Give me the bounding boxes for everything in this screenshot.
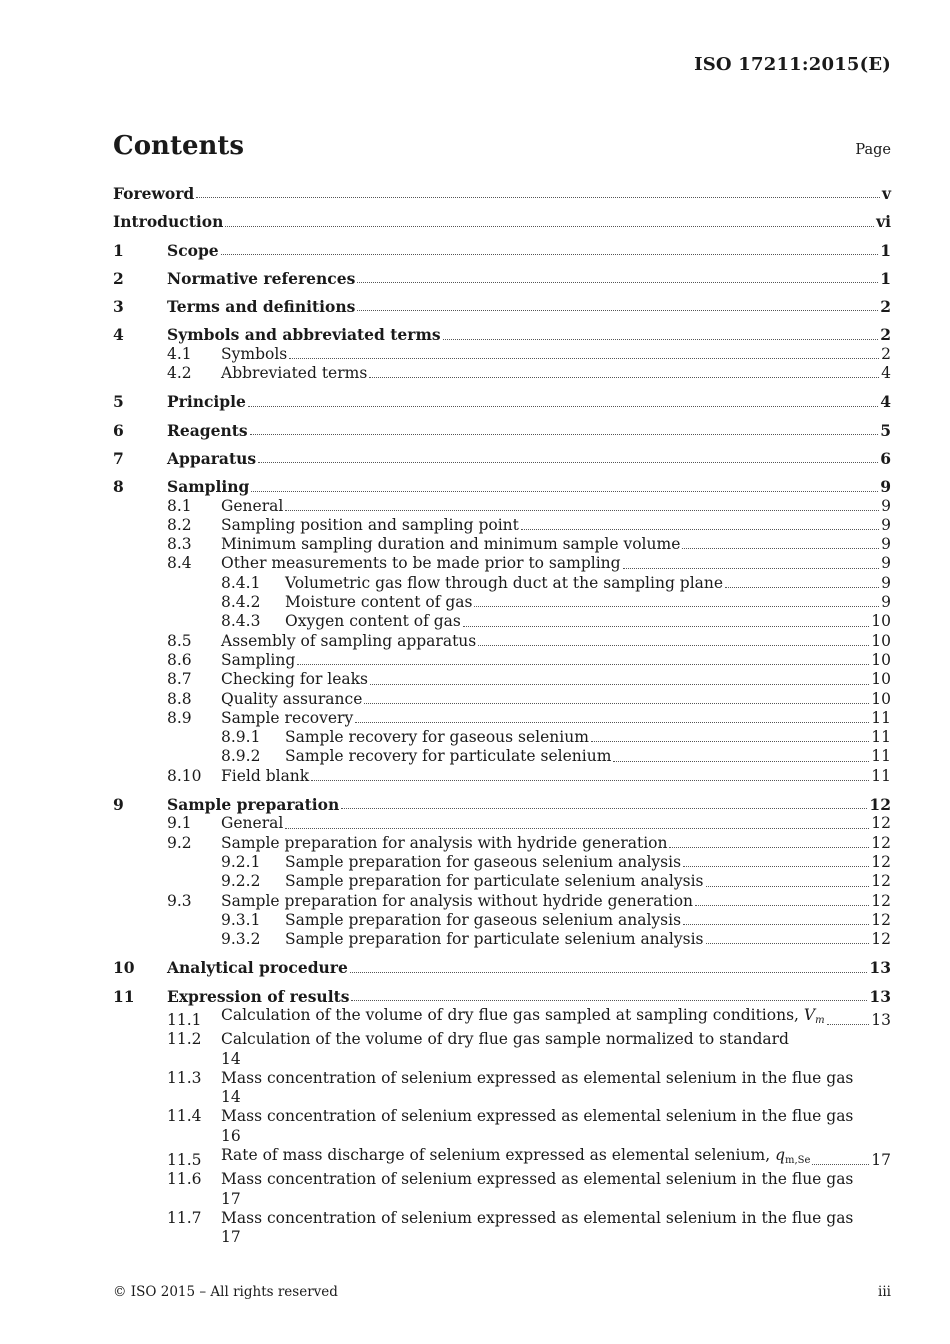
toc-entry-title-text: Other measurements to be made prior to sampling [221,554,621,573]
toc-entry-title-text: Sample preparation for analysis with hydride generation [221,833,668,852]
toc-entry[interactable] [113,892,891,911]
toc-entry-title [167,269,880,288]
toc-entry-title-text: Calculation of the volume of dry flue gas sampled at sampling conditions, $V_m$ [221,1005,825,1026]
toc-page-number: 2 [880,325,891,345]
dot-leader [827,1024,870,1025]
toc-entry-number: 11.1 [167,1010,202,1029]
toc-entry-number: 8.7 [167,670,192,689]
toc-entry-title-text: General [221,814,284,833]
toc-entry-title-text: Minimum sampling duration and minimum sample volume [221,535,681,554]
toc-entry-title-text: Scope [167,240,219,260]
copyright-notice: © ISO 2015 – All rights reserved [113,1284,338,1300]
dot-leader [369,377,879,378]
toc-entry-label: Foreword [113,184,195,203]
toc-entry-title [221,670,871,689]
toc-page-number: 1 [880,268,891,288]
toc-entry[interactable] [113,212,891,231]
toc-entry[interactable] [113,709,891,728]
toc-page-number: 10 [871,689,891,708]
toc-entry-title-text: Moisture content of gas [285,593,473,612]
toc-page-number: 2 [880,297,891,317]
toc-entry-title [221,1209,891,1228]
toc-entry-title-text: Sample recovery [221,708,354,727]
dot-leader [695,905,869,906]
toc-page-number: v [881,184,891,203]
dot-leader [341,808,867,809]
toc-entry-number: 8 [113,477,124,497]
toc-entry-number: 11.5 [167,1151,202,1170]
toc-entry-number: 9.2.1 [221,852,261,871]
toc-entry-title [285,574,881,593]
toc-entry-title [221,767,871,786]
toc-entry[interactable] [113,612,891,631]
toc-entry-title [113,184,882,203]
toc-entry-number: 10 [113,958,135,978]
toc-page-number: 2 [881,344,891,363]
toc-entry-title [167,421,880,440]
toc-entry-title [221,345,881,364]
toc-entry-title [285,612,871,631]
toc-page-number: 14 [221,1088,241,1107]
toc-entry-title-text: Mass concentration of selenium expressed as elemental selenium in the flue gas [221,1107,854,1126]
toc-page-number: 16 [221,1126,241,1145]
toc-entry-title [221,632,871,651]
dot-leader [706,943,870,944]
toc-entry[interactable] [113,1170,891,1189]
toc-entry-title-text: Reagents [167,420,248,440]
toc-entry-title-text: Mass concentration of selenium expressed as elemental selenium in the flue gas [221,1208,854,1227]
toc-entry-title [285,853,871,872]
toc-entry-title [167,297,880,316]
toc-page-number: 12 [871,872,891,891]
math-subscript: m [815,1014,825,1026]
toc-entry-title-text: Sample preparation for analysis without hydride generation [221,891,694,910]
toc-page-number: 9 [881,573,891,592]
toc-entry-title [285,911,871,930]
dot-leader [357,282,878,283]
toc-entry-number: 11 [113,986,135,1006]
table-of-contents [113,184,891,1248]
toc-entry-number: 8.4 [167,554,192,573]
toc-entry-number: 9.1 [167,814,192,833]
toc-entry-continuation [113,1088,891,1107]
dot-leader [350,972,868,973]
toc-entry-title-text: Abbreviated terms [221,364,368,383]
dot-leader [623,568,880,569]
toc-entry-number: 8.4.2 [221,593,261,612]
toc-page-number: 6 [880,448,891,468]
toc-page-number: 10 [871,631,891,650]
page-number: iii [878,1284,891,1300]
toc-entry-title [221,1006,871,1030]
toc-entry-title-text: Expression of results [167,986,350,1006]
toc-entry-number: 4 [113,325,124,345]
toc-entry-title-text: Sample recovery for gaseous selenium [285,728,589,747]
toc-entry-number: 8.9 [167,708,192,727]
toc-entry[interactable] [113,670,891,689]
toc-entry[interactable] [113,516,891,535]
toc-page-number: 9 [881,593,891,612]
toc-entry-title-text: Terms and definitions [167,297,356,317]
page-column-label: Page [855,142,891,158]
toc-entry[interactable] [113,593,891,612]
toc-entry-title-text: Sampling [167,477,250,497]
toc-entry-number: 9.2 [167,833,192,852]
toc-page-number: 14 [221,1049,241,1068]
toc-entry-title-text: Rate of mass discharge of selenium expressed as elemental selenium, $q_{m,Se}$ [221,1146,811,1167]
toc-entry[interactable] [113,325,891,344]
toc-entry-title-text: Sampling [221,650,296,669]
toc-entry-title-text: Oxygen content of gas [285,612,461,631]
toc-entry[interactable] [113,747,891,766]
toc-entry-number: 4.2 [167,364,192,383]
toc-entry[interactable] [113,872,891,891]
toc-entry[interactable] [113,554,891,573]
toc-entry-number: 8.9.1 [221,728,261,747]
toc-entry-title [221,1170,891,1189]
toc-entry[interactable] [113,834,891,853]
dot-leader [669,847,869,848]
toc-entry-title-text: Mass concentration of selenium expressed as elemental selenium in the flue gas [221,1068,854,1087]
toc-entry[interactable] [113,911,891,930]
toc-entry[interactable] [113,1030,891,1049]
dot-leader [258,462,878,463]
dot-leader [812,1164,869,1165]
toc-entry-title [221,1069,891,1088]
toc-page-number: 11 [871,728,891,747]
toc-page-number: 12 [871,891,891,910]
dot-leader [463,626,869,627]
toc-entry[interactable] [113,477,891,496]
toc-page-number: 13 [869,958,891,978]
toc-entry-title-text: Volumetric gas flow through duct at the sampling plane [285,573,724,592]
toc-entry[interactable] [113,535,891,554]
toc-page-number: 13 [869,986,891,1006]
toc-page-number: 5 [880,420,891,440]
toc-entry-title [167,325,880,344]
toc-entry[interactable] [113,795,891,814]
toc-entry[interactable] [113,958,891,977]
toc-entry-title [221,1030,891,1049]
toc-entry[interactable] [113,767,891,786]
toc-entry-title [285,747,871,766]
toc-page-number: 17 [221,1228,241,1247]
toc-entry-number: 5 [113,392,124,412]
toc-entry[interactable] [113,930,891,949]
dot-leader [706,886,870,887]
toc-entry[interactable] [113,345,891,364]
toc-entry[interactable] [113,1069,891,1088]
toc-entry-title-text: Checking for leaks [221,670,369,689]
toc-entry[interactable] [113,497,891,516]
toc-entry-number: 8.9.2 [221,747,261,766]
toc-entry-number: 11.3 [167,1068,202,1087]
toc-entry-number: 8.3 [167,535,192,554]
toc-entry-title [167,795,869,814]
toc-entry[interactable] [113,987,891,1006]
toc-page-number: 9 [881,496,891,515]
toc-entry[interactable] [113,690,891,709]
toc-page-number: 12 [871,833,891,852]
toc-entry-title-text: Quality assurance [221,689,363,708]
toc-page-number: 4 [880,392,891,412]
toc-entry-title-text: Symbols [221,344,288,363]
toc-entry-title-text: Calculation of the volume of dry flue gas sample normalized to standard [221,1030,789,1049]
page-title: Contents [113,131,245,161]
toc-entry[interactable] [113,1146,891,1170]
toc-page-number: 9 [881,535,891,554]
toc-entry-title-text: Sample preparation for gaseous selenium analysis [285,852,682,871]
toc-entry-title [221,516,881,535]
toc-entry-title [221,535,881,554]
toc-entry-title-text: Sample preparation for particulate selenium analysis [285,930,704,949]
toc-page-number: 9 [880,477,891,497]
toc-entry-number: 9 [113,795,124,815]
dot-leader [591,741,869,742]
math-subscript: m,Se [785,1155,811,1167]
toc-entry-number: 3 [113,297,124,317]
toc-entry-number: 9.2.2 [221,872,261,891]
toc-entry-title [221,1146,871,1170]
toc-page-number: 12 [871,852,891,871]
math-symbol: q [775,1146,785,1165]
dot-leader [364,703,869,704]
toc-entry[interactable] [113,1006,891,1030]
dot-leader [443,339,879,340]
toc-entry-title [221,497,881,516]
toc-entry[interactable] [113,449,891,468]
toc-entry-number: 7 [113,448,124,468]
dot-leader [196,197,880,198]
dot-leader [311,780,869,781]
toc-entry[interactable] [113,241,891,260]
toc-entry-title [221,364,881,383]
toc-entry-number: 1 [113,240,124,260]
toc-entry-title [167,449,880,468]
toc-page-number: 4 [881,364,891,383]
toc-entry-title [285,872,871,891]
dot-leader [251,491,878,492]
toc-entry-continuation [113,1190,891,1209]
toc-entry-title [113,212,876,231]
dot-leader [474,606,879,607]
toc-page-number: 17 [221,1189,241,1208]
toc-page-number: 10 [871,650,891,669]
dot-leader [725,587,879,588]
toc-entry[interactable] [113,1209,891,1228]
toc-entry[interactable] [113,269,891,288]
toc-entry[interactable] [113,1107,891,1126]
toc-entry-title [167,477,880,496]
toc-entry-number: 11.4 [167,1107,202,1126]
dot-leader [521,529,879,530]
toc-entry-number: 8.10 [167,766,202,785]
dot-leader [613,761,869,762]
toc-entry-number: 9.3 [167,891,192,910]
toc-entry-title-text: Apparatus [167,448,257,468]
toc-entry-number: 8.4.3 [221,612,261,631]
toc-entry-title-text: Sample preparation for particulate selenium analysis [285,872,704,891]
dot-leader [682,548,879,549]
toc-entry-title-text: Normative references [167,268,356,288]
toc-entry-title-text: Sample preparation [167,795,340,815]
toc-entry-number: 11.7 [167,1208,202,1227]
math-symbol: V [803,1005,816,1024]
dot-leader [221,254,879,255]
toc-page-number: 12 [871,910,891,929]
toc-page-number: 17 [871,1151,891,1170]
toc-page-number: 10 [871,612,891,631]
toc-page-number: 13 [871,1010,891,1029]
toc-entry[interactable] [113,574,891,593]
dot-leader [370,684,869,685]
toc-entry[interactable] [113,364,891,383]
toc-entry-title [167,987,869,1006]
toc-entry-title-text: Sampling position and sampling point [221,515,519,534]
toc-page-number: 11 [871,747,891,766]
toc-entry-title [221,892,871,911]
toc-entry[interactable] [113,853,891,872]
toc-entry-label: Introduction [113,212,224,232]
dot-leader [351,1000,867,1001]
toc-entry[interactable] [113,632,891,651]
toc-entry-title-text: Field blank [221,766,310,785]
toc-page-number: 9 [881,554,891,573]
dot-leader [355,722,869,723]
document-id: ISO 17211:2015(E) [694,54,891,75]
toc-entry[interactable] [113,184,891,203]
toc-entry-number: 8.6 [167,650,192,669]
dot-leader [250,434,879,435]
toc-entry[interactable] [113,421,891,440]
document-page [113,0,891,1344]
toc-entry[interactable] [113,392,891,411]
toc-entry-number: 4.1 [167,344,192,363]
toc-entry-number: 9.3.2 [221,930,261,949]
toc-page-number: 9 [881,515,891,534]
toc-entry-title-text: Sample preparation for gaseous selenium analysis [285,910,682,929]
toc-page-number: 10 [871,670,891,689]
dot-leader [683,866,869,867]
toc-entry-title-text: Sample recovery for particulate selenium [285,747,612,766]
toc-entry[interactable] [113,814,891,833]
dot-leader [285,828,869,829]
toc-entry-title [167,241,880,260]
toc-entry-number: 11.2 [167,1030,202,1049]
toc-entry-title [221,1107,891,1126]
toc-entry-title-text: Mass concentration of selenium expressed as elemental selenium in the flue gas [221,1170,854,1189]
toc-page-number: 12 [871,814,891,833]
toc-entry-title [221,690,871,709]
toc-entry[interactable] [113,297,891,316]
dot-leader [357,310,878,311]
dot-leader [289,358,879,359]
toc-entry-number: 11.6 [167,1170,202,1189]
toc-entry-title [221,651,871,670]
toc-entry-number: 2 [113,268,124,288]
toc-entry-title [285,930,871,949]
toc-entry-number: 8.5 [167,631,192,650]
toc-page-number: 11 [871,708,891,727]
toc-entry-continuation [113,1127,891,1146]
toc-entry-title [285,728,871,747]
toc-entry-number: 8.8 [167,689,192,708]
toc-entry-number: 8.4.1 [221,573,261,592]
toc-entry-title-text: General [221,496,284,515]
toc-entry-title-text: Analytical procedure [167,958,348,978]
toc-entry[interactable] [113,651,891,670]
toc-entry-continuation [113,1050,891,1069]
toc-entry-number: 8.1 [167,496,192,515]
toc-page-number: 12 [871,930,891,949]
toc-page-number: 12 [869,795,891,815]
toc-entry-continuation [113,1228,891,1247]
toc-entry-title [285,593,881,612]
dot-leader [478,645,869,646]
dot-leader [683,924,869,925]
toc-entry-number: 9.3.1 [221,910,261,929]
toc-entry-title [167,392,880,411]
toc-entry-title [167,958,869,977]
toc-page-number: 1 [880,240,891,260]
toc-entry-title-text: Principle [167,392,246,412]
toc-entry-title [221,709,871,728]
toc-entry-number: 6 [113,420,124,440]
toc-page-number: 11 [871,766,891,785]
toc-entry-number: 8.2 [167,515,192,534]
toc-entry-title-text: Symbols and abbreviated terms [167,325,441,345]
dot-leader [225,226,874,227]
toc-entry-title [221,554,881,573]
toc-entry-title [221,834,871,853]
dot-leader [248,406,878,407]
toc-entry-title [221,814,871,833]
dot-leader [297,664,869,665]
toc-entry[interactable] [113,728,891,747]
dot-leader [285,510,879,511]
toc-page-number: vi [876,212,891,232]
toc-entry-title-text: Assembly of sampling apparatus [221,631,477,650]
